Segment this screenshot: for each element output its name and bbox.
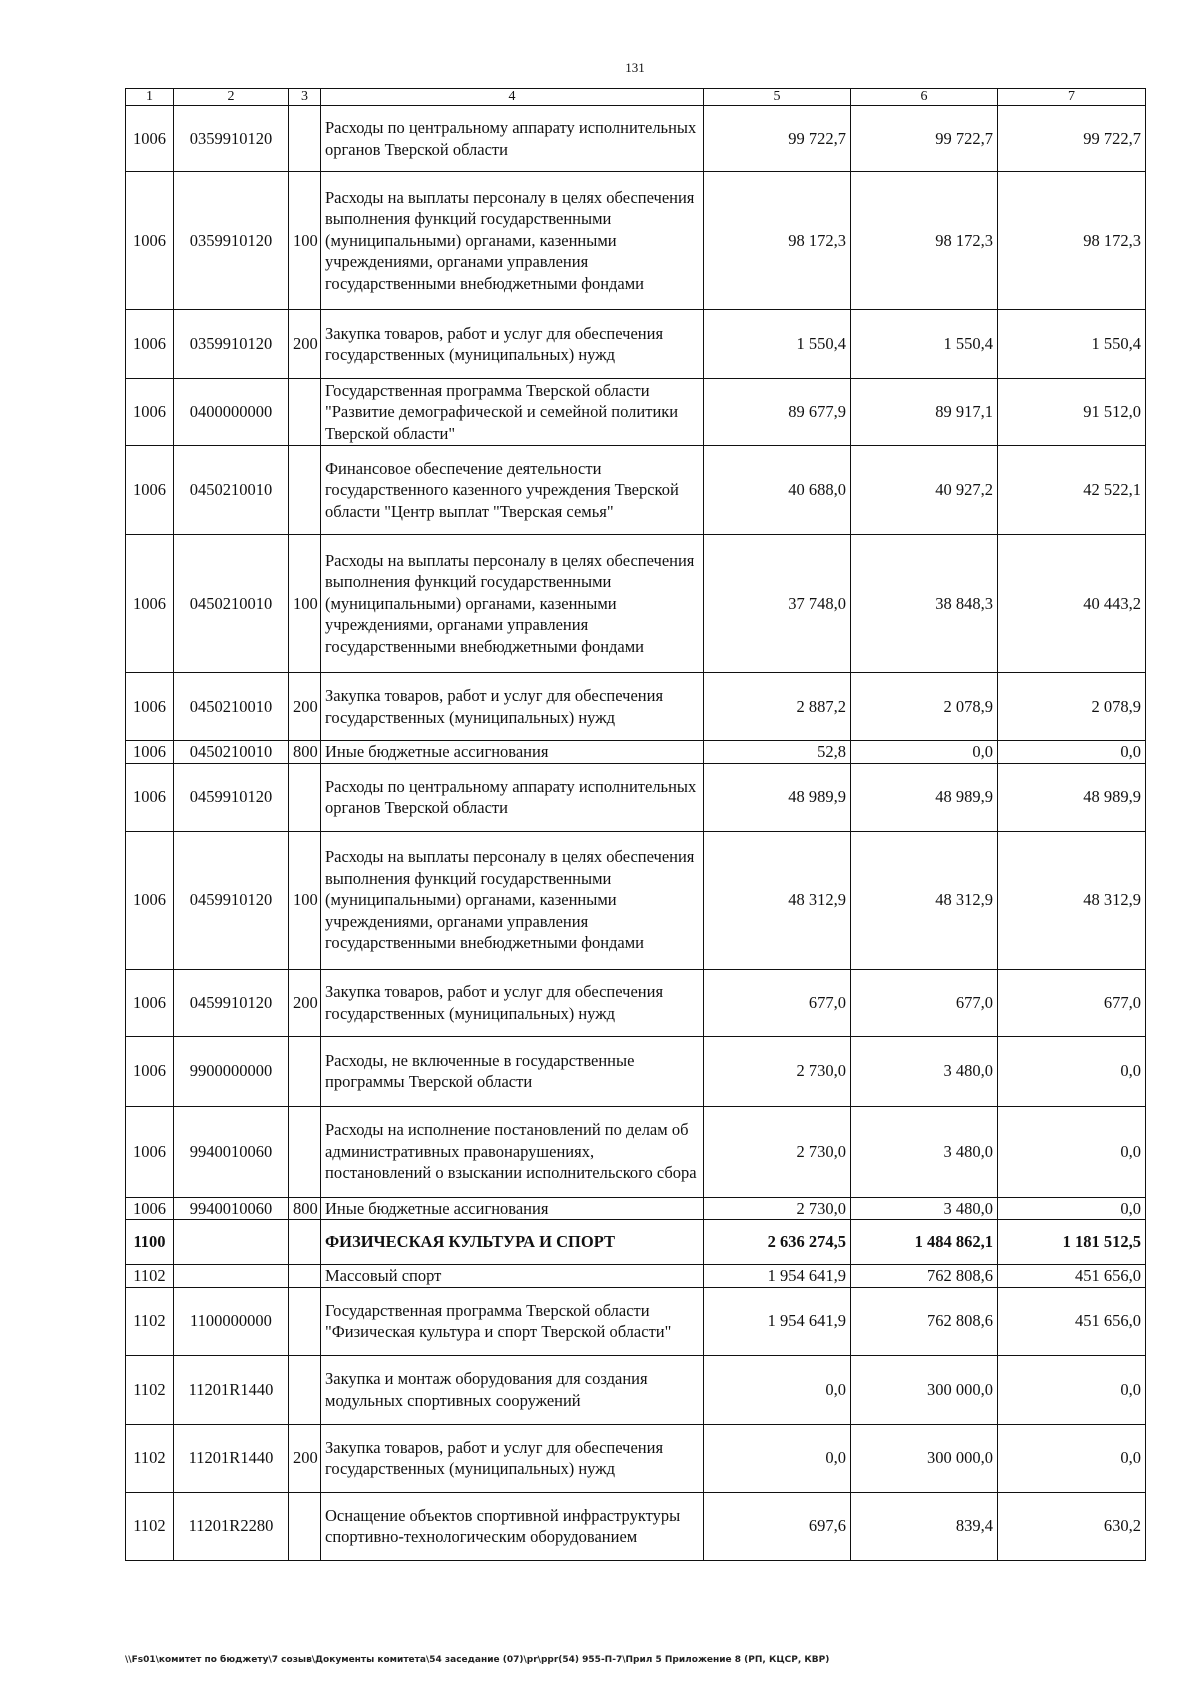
- amount-year2-cell: 762 808,6: [851, 1287, 998, 1355]
- amount-year3-cell: 451 656,0: [998, 1287, 1146, 1355]
- amount-year3-cell: 91 512,0: [998, 379, 1146, 446]
- target-article-cell: 0459910120: [174, 831, 289, 969]
- table-row: [126, 106, 1146, 172]
- section-code-cell: 1102: [126, 1492, 174, 1560]
- target-article-cell: 0450210010: [174, 673, 289, 741]
- section-code-cell: 1102: [126, 1287, 174, 1355]
- table-row: [126, 1036, 1146, 1106]
- amount-year1-cell: 2 636 274,5: [704, 1220, 851, 1265]
- table-row: [126, 1355, 1146, 1424]
- amount-year2-cell: 300 000,0: [851, 1424, 998, 1492]
- expense-type-cell: 200: [289, 310, 321, 379]
- target-article-cell: 0400000000: [174, 379, 289, 446]
- column-header: 1: [126, 89, 174, 106]
- amount-year3-cell: 2 078,9: [998, 673, 1146, 741]
- expense-type-cell: 800: [289, 1197, 321, 1220]
- amount-year1-cell: 697,6: [704, 1492, 851, 1560]
- amount-year1-cell: 2 730,0: [704, 1197, 851, 1220]
- amount-year1-cell: 98 172,3: [704, 172, 851, 310]
- table-row: [126, 172, 1146, 310]
- file-path-footer: \\Fs01\комитет по бюджету\7 созыв\Документы комитета\54 заседание (07)\pr\ppr(54) 955-П-7\Прил 5 Приложение 8 (РП, КЦСР, КВР): [125, 1655, 830, 1665]
- amount-year2-cell: 2 078,9: [851, 673, 998, 741]
- item-name-cell: Закупка товаров, работ и услуг для обеспечения государственных (муниципальных) нужд: [321, 1424, 704, 1492]
- table-row: [126, 446, 1146, 535]
- column-header: 5: [704, 89, 851, 106]
- item-name-cell: Расходы на выплаты персоналу в целях обеспечения выполнения функций государственными (муниципальными) органами, казенными учреждениями, органами управления государственными внебюджетными фондами: [321, 172, 704, 310]
- column-header: 7: [998, 89, 1146, 106]
- expense-type-cell: 200: [289, 1424, 321, 1492]
- expense-type-cell: [289, 446, 321, 535]
- section-code-cell: 1006: [126, 831, 174, 969]
- item-name-cell: Расходы на выплаты персоналу в целях обеспечения выполнения функций государственными (муниципальными) органами, казенными учреждениями, органами управления государственными внебюджетными фондами: [321, 831, 704, 969]
- table-row: [126, 673, 1146, 741]
- amount-year1-cell: 0,0: [704, 1424, 851, 1492]
- target-article-cell: 9900000000: [174, 1036, 289, 1106]
- target-article-cell: 0450210010: [174, 446, 289, 535]
- amount-year1-cell: 1 954 641,9: [704, 1287, 851, 1355]
- amount-year2-cell: 0,0: [851, 741, 998, 764]
- target-article-cell: 0359910120: [174, 106, 289, 172]
- amount-year2-cell: 3 480,0: [851, 1197, 998, 1220]
- item-name-cell: Государственная программа Тверской области "Развитие демографической и семейной политики Тверской области": [321, 379, 704, 446]
- amount-year1-cell: 1 954 641,9: [704, 1265, 851, 1288]
- amount-year3-cell: 451 656,0: [998, 1265, 1146, 1288]
- column-header: 3: [289, 89, 321, 106]
- amount-year3-cell: 99 722,7: [998, 106, 1146, 172]
- table-row: [126, 379, 1146, 446]
- item-name-cell: Закупка товаров, работ и услуг для обеспечения государственных (муниципальных) нужд: [321, 310, 704, 379]
- expense-type-cell: [289, 379, 321, 446]
- expense-type-cell: [289, 1287, 321, 1355]
- section-code-cell: 1006: [126, 379, 174, 446]
- amount-year1-cell: 677,0: [704, 969, 851, 1036]
- item-name-cell: Иные бюджетные ассигнования: [321, 1197, 704, 1220]
- amount-year2-cell: 38 848,3: [851, 535, 998, 673]
- expense-type-cell: [289, 1265, 321, 1288]
- amount-year1-cell: 2 730,0: [704, 1106, 851, 1197]
- section-code-cell: 1100: [126, 1220, 174, 1265]
- amount-year2-cell: 40 927,2: [851, 446, 998, 535]
- amount-year3-cell: 40 443,2: [998, 535, 1146, 673]
- amount-year2-cell: 1 484 862,1: [851, 1220, 998, 1265]
- item-name-cell: Расходы по центральному аппарату исполнительных органов Тверской области: [321, 763, 704, 831]
- section-code-cell: 1102: [126, 1424, 174, 1492]
- item-name-cell: Закупка товаров, работ и услуг для обеспечения государственных (муниципальных) нужд: [321, 673, 704, 741]
- expense-type-cell: 200: [289, 969, 321, 1036]
- amount-year3-cell: 48 989,9: [998, 763, 1146, 831]
- amount-year2-cell: 89 917,1: [851, 379, 998, 446]
- target-article-cell: 0459910120: [174, 969, 289, 1036]
- target-article-cell: 0359910120: [174, 310, 289, 379]
- amount-year3-cell: 48 312,9: [998, 831, 1146, 969]
- target-article-cell: 11201R1440: [174, 1424, 289, 1492]
- page-number: 131: [625, 60, 645, 75]
- target-article-cell: 9940010060: [174, 1106, 289, 1197]
- section-code-cell: 1102: [126, 1355, 174, 1424]
- section-code-cell: 1006: [126, 763, 174, 831]
- table-row: [126, 1424, 1146, 1492]
- table-row: [126, 1265, 1146, 1288]
- target-article-cell: [174, 1220, 289, 1265]
- expense-type-cell: 100: [289, 535, 321, 673]
- amount-year1-cell: 2 887,2: [704, 673, 851, 741]
- amount-year2-cell: 3 480,0: [851, 1106, 998, 1197]
- section-code-cell: 1006: [126, 741, 174, 764]
- amount-year1-cell: 89 677,9: [704, 379, 851, 446]
- section-code-cell: 1006: [126, 446, 174, 535]
- amount-year3-cell: 0,0: [998, 1036, 1146, 1106]
- column-header: 6: [851, 89, 998, 106]
- amount-year3-cell: 0,0: [998, 1197, 1146, 1220]
- item-name-cell: Закупка и монтаж оборудования для создания модульных спортивных сооружений: [321, 1355, 704, 1424]
- amount-year1-cell: 2 730,0: [704, 1036, 851, 1106]
- item-name-cell: Иные бюджетные ассигнования: [321, 741, 704, 764]
- expense-type-cell: [289, 1220, 321, 1265]
- expense-type-cell: [289, 1492, 321, 1560]
- section-code-cell: 1006: [126, 969, 174, 1036]
- expense-type-cell: [289, 1106, 321, 1197]
- table-row: [126, 741, 1146, 764]
- table-row: [126, 1220, 1146, 1265]
- amount-year3-cell: 0,0: [998, 741, 1146, 764]
- amount-year3-cell: 0,0: [998, 1106, 1146, 1197]
- amount-year3-cell: 1 550,4: [998, 310, 1146, 379]
- amount-year1-cell: 48 989,9: [704, 763, 851, 831]
- amount-year3-cell: 0,0: [998, 1355, 1146, 1424]
- expense-type-cell: [289, 763, 321, 831]
- target-article-cell: 0359910120: [174, 172, 289, 310]
- section-code-cell: 1006: [126, 310, 174, 379]
- item-name-cell: Финансовое обеспечение деятельности государственного казенного учреждения Тверской области "Центр выплат "Тверская семья": [321, 446, 704, 535]
- amount-year2-cell: 839,4: [851, 1492, 998, 1560]
- column-header: 2: [174, 89, 289, 106]
- section-code-cell: 1006: [126, 1036, 174, 1106]
- budget-table: [125, 88, 1146, 1561]
- item-name-cell: Расходы по центральному аппарату исполнительных органов Тверской области: [321, 106, 704, 172]
- amount-year3-cell: 1 181 512,5: [998, 1220, 1146, 1265]
- item-name-cell: Массовый спорт: [321, 1265, 704, 1288]
- amount-year3-cell: 630,2: [998, 1492, 1146, 1560]
- amount-year2-cell: 98 172,3: [851, 172, 998, 310]
- target-article-cell: 0459910120: [174, 763, 289, 831]
- amount-year2-cell: 1 550,4: [851, 310, 998, 379]
- expense-type-cell: 800: [289, 741, 321, 764]
- target-article-cell: [174, 1265, 289, 1288]
- section-code-cell: 1006: [126, 172, 174, 310]
- table-row: [126, 535, 1146, 673]
- section-code-cell: 1006: [126, 106, 174, 172]
- amount-year1-cell: 48 312,9: [704, 831, 851, 969]
- table-row: [126, 1492, 1146, 1560]
- amount-year1-cell: 0,0: [704, 1355, 851, 1424]
- amount-year3-cell: 677,0: [998, 969, 1146, 1036]
- table-row: [126, 763, 1146, 831]
- item-name-cell: Расходы на выплаты персоналу в целях обеспечения выполнения функций государственными (муниципальными) органами, казенными учреждениями, органами управления государственными внебюджетными фондами: [321, 535, 704, 673]
- target-article-cell: 11201R1440: [174, 1355, 289, 1424]
- amount-year2-cell: 677,0: [851, 969, 998, 1036]
- expense-type-cell: 200: [289, 673, 321, 741]
- amount-year1-cell: 99 722,7: [704, 106, 851, 172]
- amount-year1-cell: 37 748,0: [704, 535, 851, 673]
- amount-year2-cell: 99 722,7: [851, 106, 998, 172]
- amount-year3-cell: 42 522,1: [998, 446, 1146, 535]
- section-code-cell: 1006: [126, 535, 174, 673]
- expense-type-cell: [289, 1355, 321, 1424]
- table-row: [126, 310, 1146, 379]
- item-name-cell: Расходы на исполнение постановлений по делам об административных правонарушениях, постановлений о взыскании исполнительского сбора: [321, 1106, 704, 1197]
- amount-year1-cell: 1 550,4: [704, 310, 851, 379]
- expense-type-cell: 100: [289, 172, 321, 310]
- table-row: [126, 969, 1146, 1036]
- amount-year2-cell: 48 989,9: [851, 763, 998, 831]
- target-article-cell: 0450210010: [174, 535, 289, 673]
- section-code-cell: 1006: [126, 673, 174, 741]
- item-name-cell: Государственная программа Тверской области "Физическая культура и спорт Тверской области": [321, 1287, 704, 1355]
- item-name-cell: Оснащение объектов спортивной инфраструктуры спортивно-технологическим оборудованием: [321, 1492, 704, 1560]
- column-number-row: [126, 89, 1146, 106]
- amount-year1-cell: 40 688,0: [704, 446, 851, 535]
- section-code-cell: 1006: [126, 1197, 174, 1220]
- section-code-cell: 1006: [126, 1106, 174, 1197]
- table-row: [126, 831, 1146, 969]
- table-row: [126, 1106, 1146, 1197]
- amount-year2-cell: 48 312,9: [851, 831, 998, 969]
- item-name-cell: Расходы, не включенные в государственные программы Тверской области: [321, 1036, 704, 1106]
- expense-type-cell: 100: [289, 831, 321, 969]
- amount-year2-cell: 762 808,6: [851, 1265, 998, 1288]
- target-article-cell: 9940010060: [174, 1197, 289, 1220]
- item-name-cell: ФИЗИЧЕСКАЯ КУЛЬТУРА И СПОРТ: [321, 1220, 704, 1265]
- amount-year1-cell: 52,8: [704, 741, 851, 764]
- target-article-cell: 11201R2280: [174, 1492, 289, 1560]
- target-article-cell: 1100000000: [174, 1287, 289, 1355]
- amount-year2-cell: 300 000,0: [851, 1355, 998, 1424]
- expense-type-cell: [289, 1036, 321, 1106]
- column-header: 4: [321, 89, 704, 106]
- table-row: [126, 1287, 1146, 1355]
- amount-year2-cell: 3 480,0: [851, 1036, 998, 1106]
- table-row: [126, 1197, 1146, 1220]
- amount-year3-cell: 98 172,3: [998, 172, 1146, 310]
- amount-year3-cell: 0,0: [998, 1424, 1146, 1492]
- target-article-cell: 0450210010: [174, 741, 289, 764]
- table-body: [126, 106, 1146, 1561]
- item-name-cell: Закупка товаров, работ и услуг для обеспечения государственных (муниципальных) нужд: [321, 969, 704, 1036]
- section-code-cell: 1102: [126, 1265, 174, 1288]
- expense-type-cell: [289, 106, 321, 172]
